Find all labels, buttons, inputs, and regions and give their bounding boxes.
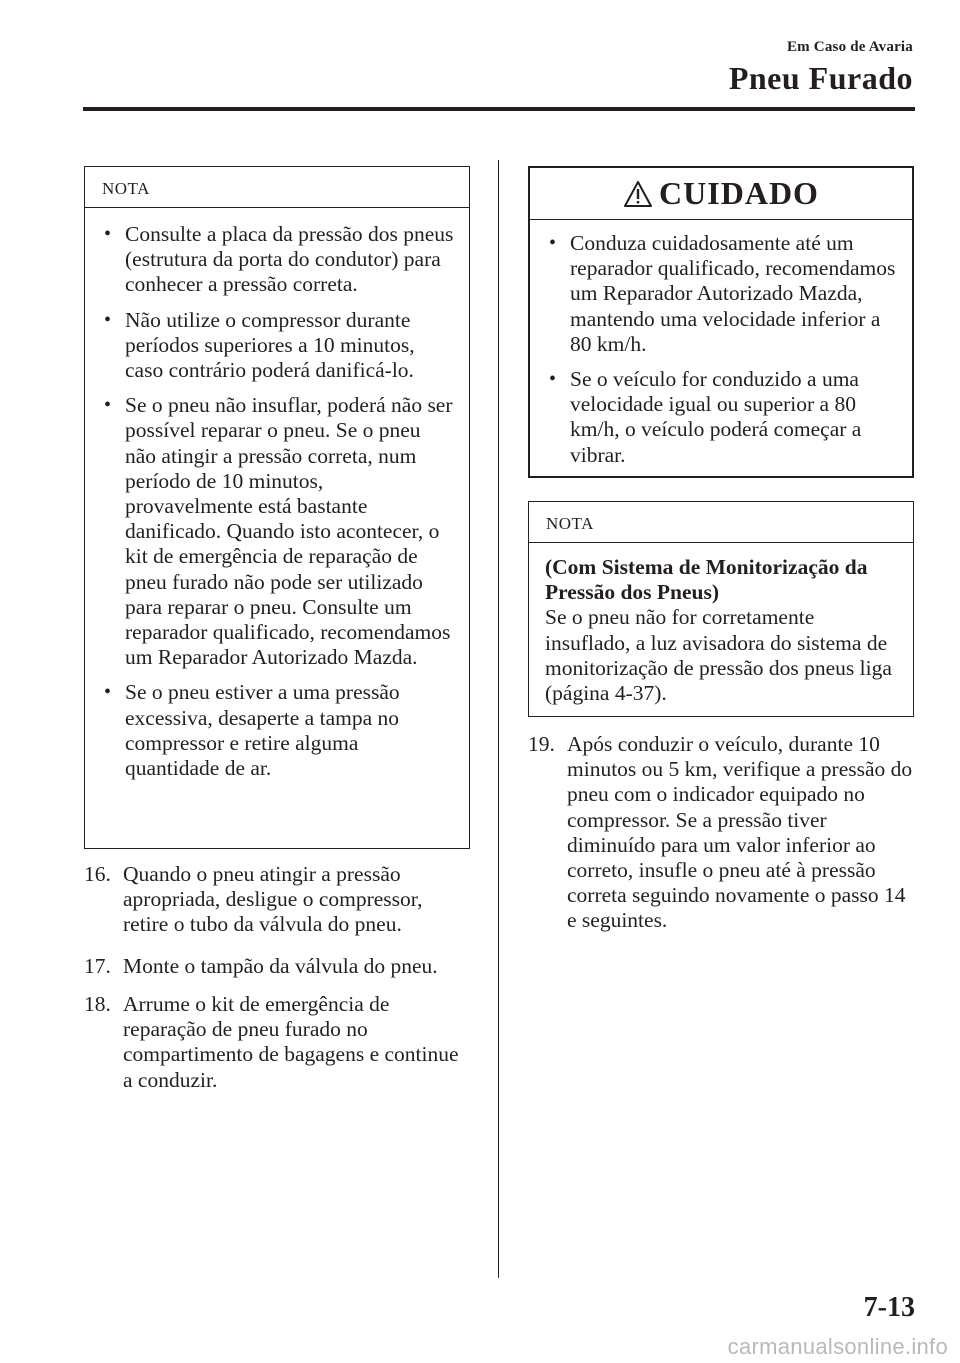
column-divider [498, 160, 499, 1278]
note-box-left [84, 166, 470, 849]
caution-box [528, 166, 914, 478]
caution-bullet: • Se o veículo for conduzido a uma velocidade igual ou superior a 80 km/h, o veículo poderá começar a vibrar. [549, 367, 862, 467]
note-bullet: • Se o pneu estiver a uma pressão excessiva, desaperte a tampa no compressor e retire alguma quantidade de ar. [104, 680, 400, 781]
note-heading: NOTA [529, 502, 913, 543]
bullet-icon: • [104, 394, 112, 417]
bullet-icon: • [104, 308, 112, 331]
bullet-icon: • [549, 232, 557, 254]
warning-triangle-icon [623, 180, 653, 208]
step-number: 19. [528, 732, 555, 756]
step-text: Quando o pneu atingir a pressão apropriada, desligue o compressor, retire o tubo da válvula do pneu. [123, 862, 423, 937]
bullet-icon: • [104, 681, 112, 704]
note-bullet: • Consulte a placa da pressão dos pneus (estrutura da porta do condutor) para conhecer a pressão correta. [104, 222, 454, 297]
step-text: Após conduzir o veículo, durante 10 minutos ou 5 km, verifique a pressão do pneu com o indicador equipado no compressor. Se a pressão tiver diminuído para um valor inferior ao correto, insufle o pneu até à pressão correta seguindo novamente o passo 14 e seguintes. [567, 732, 913, 933]
header-rule [83, 107, 915, 111]
note-bullet: • Se o pneu não insuflar, poderá não ser possível reparar o pneu. Se o pneu não atingir a pressão correta, num período de 10 minutos, provavelmente está bastante danificado. Quando isto acontecer, o kit de emergência de reparação de pneu furado não pode ser utilizado para reparar o pneu. Consulte um reparador qualificado, recomendamos um Reparador Autorizado Mazda. [104, 393, 453, 670]
page-title: Pneu Furado [728, 60, 913, 96]
step-16 [84, 862, 470, 938]
bullet-icon: • [549, 368, 557, 391]
step-18 [84, 992, 470, 1093]
watermark: carmanualsonline.info [727, 1334, 948, 1359]
note-bullet: • Não utilize o compressor durante períodos superiores a 10 minutos, caso contrário poderá danificá-lo. [104, 307, 415, 383]
step-text: Monte o tampão da válvula do pneu. [123, 954, 438, 978]
step-number: 16. [84, 862, 111, 886]
caution-bullet: • Conduza cuidadosamente até um reparador qualificado, recomendamos um Reparador Autorizado Mazda, mantendo uma velocidade inferior a 80 km/h. [549, 231, 896, 356]
caution-header [530, 168, 912, 220]
step-19 [528, 732, 914, 934]
section-label: Em Caso de Avaria [786, 39, 913, 55]
bullet-icon: • [104, 223, 112, 245]
step-number: 17. [84, 954, 111, 978]
note-heading: NOTA [85, 167, 469, 208]
note-box-right [528, 501, 914, 717]
step-17 [84, 954, 470, 979]
step-number: 18. [84, 992, 111, 1016]
note-text: Se o pneu não for corretamente insuflado, a luz avisadora do sistema de monitorização de pressão dos pneus liga (página 4-37). [545, 605, 892, 706]
note-subheading: (Com Sistema de Monitorização da Pressão dos Pneus) [545, 555, 868, 605]
step-text: Arrume o kit de emergência de reparação de pneu furado no compartimento de bagagens e continue a conduzir. [123, 992, 459, 1092]
page-number: 7-13 [863, 1292, 915, 1323]
caution-title: CUIDADO [659, 175, 819, 211]
